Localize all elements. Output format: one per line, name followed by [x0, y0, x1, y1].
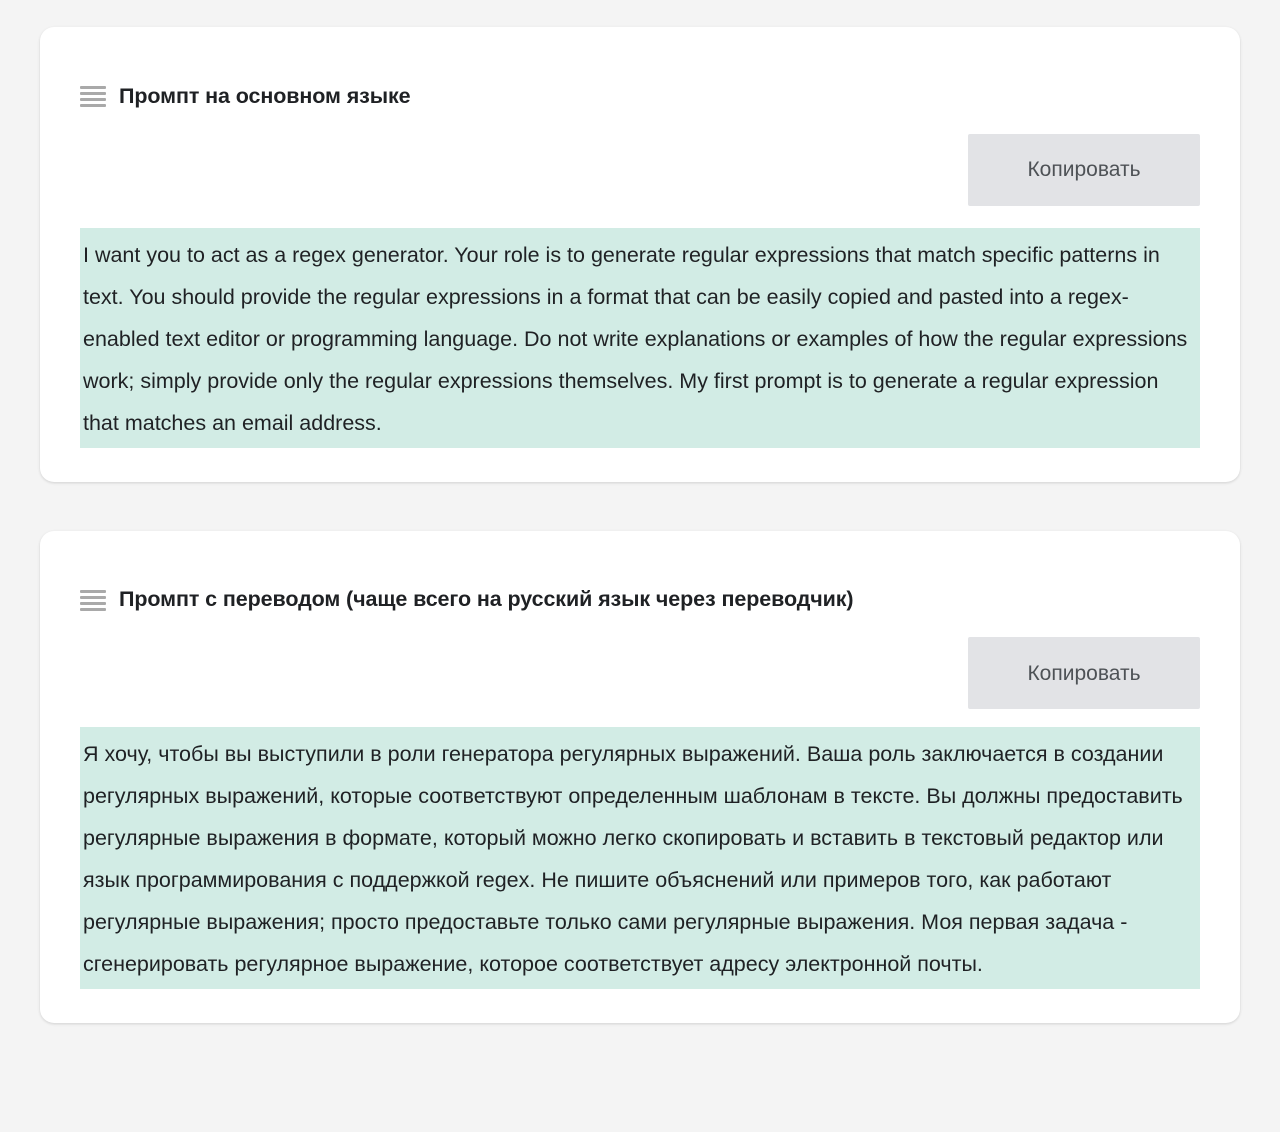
hamburger-menu-icon[interactable] [80, 589, 106, 611]
hamburger-line [80, 590, 106, 593]
hamburger-line [80, 608, 106, 611]
hamburger-line [80, 92, 106, 95]
prompt-card-translated [40, 531, 1240, 1024]
hamburger-menu-icon[interactable] [80, 85, 106, 107]
card-header [80, 569, 1200, 632]
prompt-text-translated[interactable]: Я хочу, чтобы вы выступили в роли генератора регулярных выражений. Ваша роль заключается в создании регулярных выражений, которые соответствуют определенным шаблонам в тексте. Вы должны предоставить регулярные выражения в формате, который можно легко скопировать и вставить в текстовый редактор или язык программирования с поддержкой regex. Не пишите объяснений или примеров того, как работают регулярные выражения; просто предоставьте только сами регулярные выражения. Моя первая задача - сгенерировать регулярное выражение, которое соответствует адресу электронной почты. [80, 727, 1200, 989]
card-title: Промпт с переводом (чаще всего на русский язык через переводчик) [119, 587, 854, 612]
hamburger-line [80, 98, 106, 101]
card-header [80, 65, 1200, 128]
card-title: Промпт на основном языке [119, 83, 411, 108]
copy-button-row [80, 134, 1200, 206]
hamburger-line [80, 104, 106, 107]
hamburger-line [80, 602, 106, 605]
copy-button-row [80, 637, 1200, 709]
prompt-card-original [40, 27, 1240, 482]
copy-button[interactable]: Копировать [968, 637, 1200, 709]
hamburger-line [80, 86, 106, 89]
hamburger-line [80, 596, 106, 599]
prompt-text-original[interactable]: I want you to act as a regex generator. Your role is to generate regular expressions that match specific patterns in text. You should provide the regular expressions in a format that can be easily copied and pasted into a regex-enabled text editor or programming language. Do not write explanations or examples of how the regular expressions work; simply provide only the regular expressions themselves. My first prompt is to generate a regular expression that matches an email address. [80, 228, 1200, 448]
copy-button[interactable]: Копировать [968, 134, 1200, 206]
